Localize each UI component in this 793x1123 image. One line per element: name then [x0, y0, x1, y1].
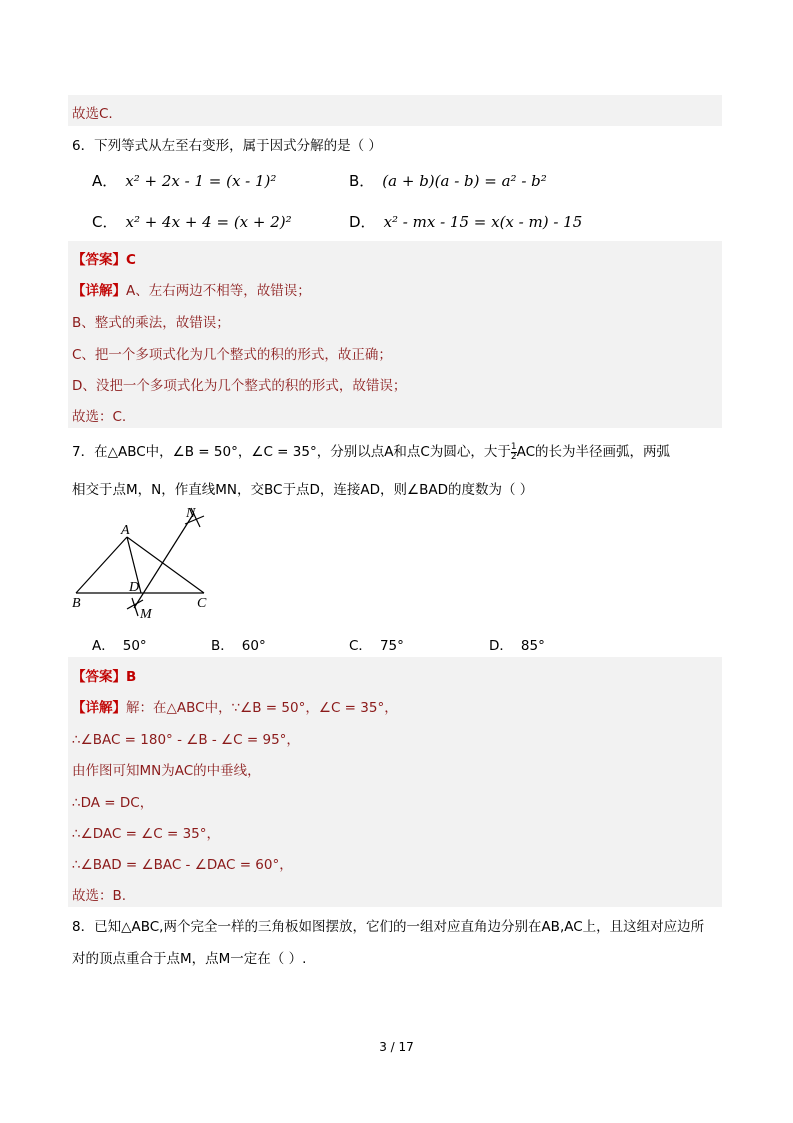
q6-option-c[interactable]: C． x² + 4x + 4 = (x + 2)² [92, 213, 292, 231]
q7-option-c[interactable]: C． 75° [349, 638, 404, 654]
q6-detail-2: B、整式的乘法，故错误； [72, 315, 230, 331]
label-d: D [129, 580, 140, 595]
q6-option-b[interactable]: B． (a + b)(a - b) = a² - b² [349, 172, 547, 190]
q8-stem-line1: 8．已知△ABC,两个完全一样的三角板如图摆放，它们的一组对应直角边分别在AB,AC上，且这组对应边所 [72, 919, 705, 935]
q7-detail-1: 【详解】解：在△ABC中，∵∠B = 50°，∠C = 35°， [72, 700, 398, 716]
label-c: C [197, 596, 207, 611]
q7-option-a[interactable]: A． 50° [92, 638, 147, 654]
q6-detail-1: 【详解】A、左右两边不相等，故错误； [72, 283, 311, 299]
fraction-one-half: $\frac{1}{2}$ [510, 441, 517, 462]
q6-detail-4: D、没把一个多项式化为几个整式的积的形式，故错误； [72, 378, 407, 394]
q7-detail-6: ∴∠BAD = ∠BAC - ∠DAC = 60°， [72, 857, 293, 873]
q7-stem-line2: 相交于点M，N，作直线MN，交BC于点D，连接AD，则∠BAD的度数为（ ） [72, 482, 534, 498]
q7-detail-3: 由作图可知MN为AC的中垂线， [72, 763, 261, 779]
q6-detail-3: C、把一个多项式化为几个整式的积的形式，故正确； [72, 347, 392, 363]
q7-detail-7: 故选：B. [72, 888, 127, 904]
label-b: B [72, 596, 81, 611]
q6-detail-5: 故选：C. [72, 409, 127, 425]
q5-conclusion: 故选C. [72, 106, 113, 122]
answer-band-q5 [68, 95, 722, 126]
answer-band-q6 [68, 241, 722, 428]
page-number: 3 / 17 [379, 1040, 414, 1054]
q6-option-d[interactable]: D． x² - mx - 15 = x(x - m) - 15 [349, 213, 583, 231]
q6-answer: 【答案】C [72, 252, 136, 268]
q7-option-b[interactable]: B． 60° [211, 638, 266, 654]
label-m: M [140, 607, 152, 622]
q6-stem: 6．下列等式从左至右变形，属于因式分解的是（ ） [72, 138, 382, 154]
q7-geometry-figure [66, 500, 226, 625]
label-n: N [186, 506, 196, 521]
label-a: A [121, 523, 130, 538]
q7-detail-5: ∴∠DAC = ∠C = 35°， [72, 826, 221, 842]
q7-detail-4: ∴DA = DC， [72, 795, 154, 811]
q7-answer: 【答案】B [72, 669, 137, 685]
q7-detail-2: ∴∠BAC = 180° - ∠B - ∠C = 95°， [72, 732, 300, 748]
q7-option-d[interactable]: D． 85° [489, 638, 545, 654]
q7-stem-line1: 7．在△ABC中，∠B = 50°，∠C = 35°，分别以点A和点C为圆心，大于 $\frac{1}{2}$ AC的长为半径画弧，两弧 [72, 441, 671, 462]
q8-stem-line2: 对的顶点重合于点M，点M一定在（ ）. [72, 951, 307, 967]
q6-option-a[interactable]: A． x² + 2x - 1 = (x - 1)² [92, 172, 277, 190]
